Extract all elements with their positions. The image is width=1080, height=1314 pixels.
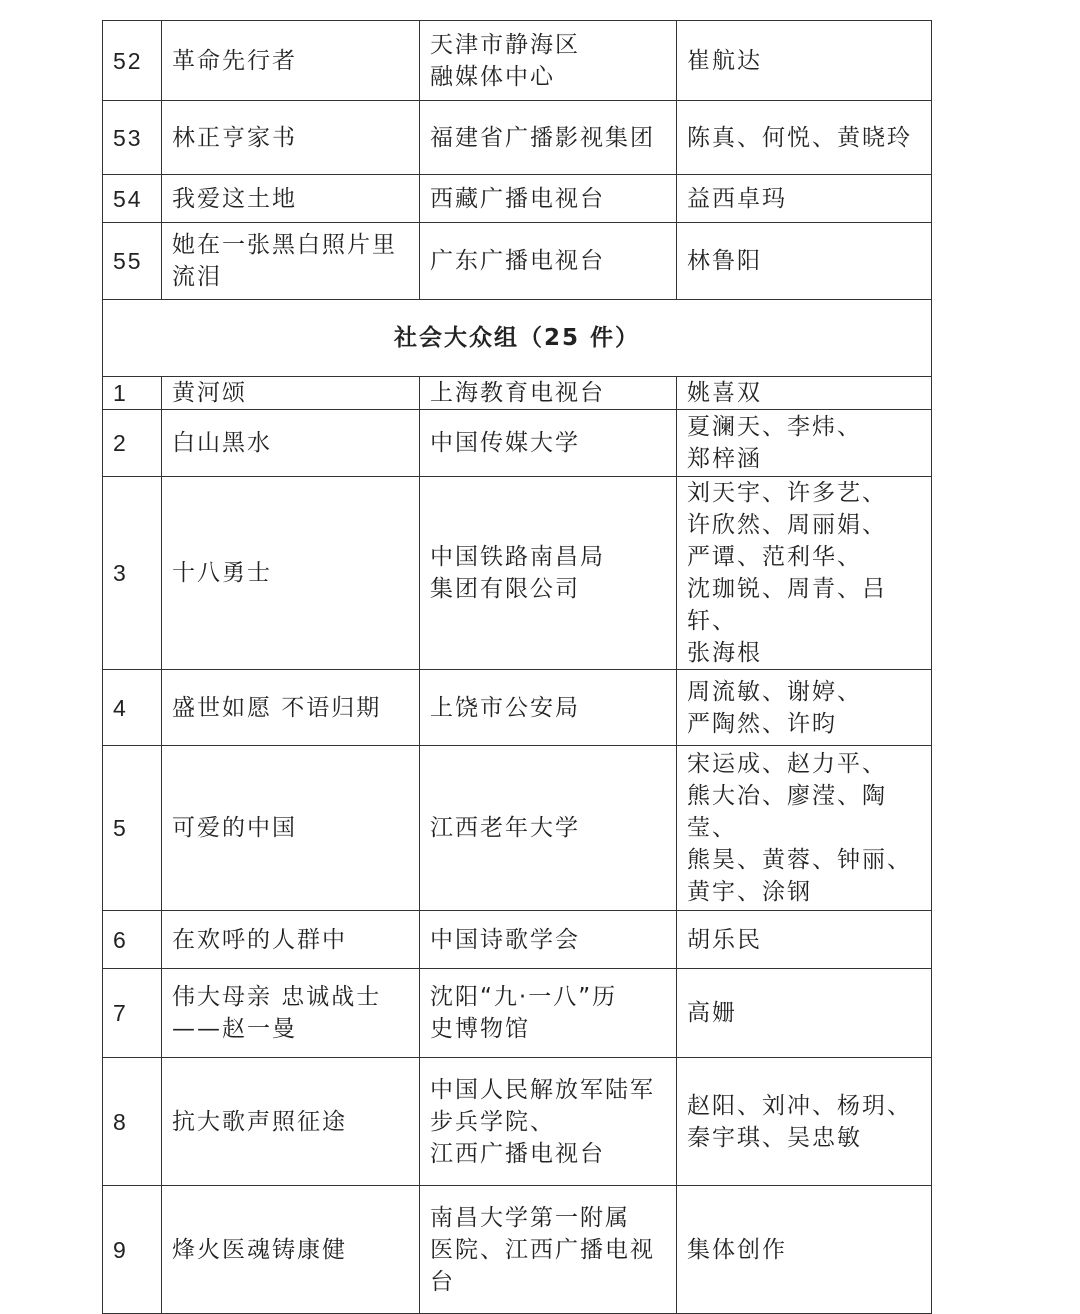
authors: 崔航达 bbox=[677, 21, 932, 101]
organization: 上饶市公安局 bbox=[420, 670, 677, 746]
award-table bbox=[102, 20, 932, 1314]
organization: 南昌大学第一附属 医院、江西广播电视 台 bbox=[420, 1186, 677, 1314]
organization: 江西老年大学 bbox=[420, 746, 677, 911]
table-row bbox=[103, 223, 932, 300]
work-title: 林正亨家书 bbox=[162, 101, 420, 175]
row-number: 8 bbox=[103, 1058, 162, 1186]
row-number: 3 bbox=[103, 477, 162, 670]
organization: 中国诗歌学会 bbox=[420, 911, 677, 969]
authors: 姚喜双 bbox=[677, 377, 932, 410]
authors: 夏澜天、李炜、 郑梓涵 bbox=[677, 410, 932, 477]
authors: 集体创作 bbox=[677, 1186, 932, 1314]
work-title: 革命先行者 bbox=[162, 21, 420, 101]
authors: 周流敏、谢婷、 严陶然、许昀 bbox=[677, 670, 932, 746]
table-row bbox=[103, 746, 932, 911]
organization: 沈阳“九·一八”历 史博物馆 bbox=[420, 969, 677, 1058]
table-row bbox=[103, 410, 932, 477]
authors: 胡乐民 bbox=[677, 911, 932, 969]
table-row bbox=[103, 21, 932, 101]
table-row bbox=[103, 911, 932, 969]
row-number: 55 bbox=[103, 223, 162, 300]
authors: 林鲁阳 bbox=[677, 223, 932, 300]
authors: 宋运成、赵力平、 熊大冶、廖滢、陶莹、 熊昊、黄蓉、钟丽、 黄宇、涂钢 bbox=[677, 746, 932, 911]
row-number: 4 bbox=[103, 670, 162, 746]
work-title: 白山黑水 bbox=[162, 410, 420, 477]
row-number: 6 bbox=[103, 911, 162, 969]
work-title: 十八勇士 bbox=[162, 477, 420, 670]
row-number: 9 bbox=[103, 1186, 162, 1314]
table-row bbox=[103, 969, 932, 1058]
work-title: 伟大母亲 忠诚战士 ——赵一曼 bbox=[162, 969, 420, 1058]
organization: 福建省广播影视集团 bbox=[420, 101, 677, 175]
organization: 天津市静海区 融媒体中心 bbox=[420, 21, 677, 101]
table-row bbox=[103, 377, 932, 410]
work-title: 黄河颂 bbox=[162, 377, 420, 410]
authors: 赵阳、刘冲、杨玥、 秦宇琪、吴忠敏 bbox=[677, 1058, 932, 1186]
organization: 中国人民解放军陆军 步兵学院、 江西广播电视台 bbox=[420, 1058, 677, 1186]
table-row bbox=[103, 670, 932, 746]
organization: 上海教育电视台 bbox=[420, 377, 677, 410]
row-number: 53 bbox=[103, 101, 162, 175]
organization: 中国传媒大学 bbox=[420, 410, 677, 477]
row-number: 52 bbox=[103, 21, 162, 101]
work-title: 她在一张黑白照片里 流泪 bbox=[162, 223, 420, 300]
row-number: 1 bbox=[103, 377, 162, 410]
table-row bbox=[103, 101, 932, 175]
row-number: 7 bbox=[103, 969, 162, 1058]
organization: 西藏广播电视台 bbox=[420, 175, 677, 223]
table-row bbox=[103, 477, 932, 670]
work-title: 我爱这土地 bbox=[162, 175, 420, 223]
work-title: 盛世如愿 不语归期 bbox=[162, 670, 420, 746]
organization: 中国铁路南昌局 集团有限公司 bbox=[420, 477, 677, 670]
work-title: 烽火医魂铸康健 bbox=[162, 1186, 420, 1314]
authors: 益西卓玛 bbox=[677, 175, 932, 223]
work-title: 抗大歌声照征途 bbox=[162, 1058, 420, 1186]
table-row bbox=[103, 175, 932, 223]
organization: 广东广播电视台 bbox=[420, 223, 677, 300]
section-header-row bbox=[103, 300, 932, 377]
authors: 高姗 bbox=[677, 969, 932, 1058]
row-number: 5 bbox=[103, 746, 162, 911]
row-number: 54 bbox=[103, 175, 162, 223]
authors: 刘天宇、许多艺、 许欣然、周丽娟、 严谭、范利华、 沈珈锐、周青、吕轩、 张海根 bbox=[677, 477, 932, 670]
table-row bbox=[103, 1058, 932, 1186]
work-title: 可爱的中国 bbox=[162, 746, 420, 911]
authors: 陈真、何悦、黄晓玲 bbox=[677, 101, 932, 175]
work-title: 在欢呼的人群中 bbox=[162, 911, 420, 969]
section-title: 社会大众组（25 件） bbox=[103, 300, 932, 377]
table-row bbox=[103, 1186, 932, 1314]
row-number: 2 bbox=[103, 410, 162, 477]
